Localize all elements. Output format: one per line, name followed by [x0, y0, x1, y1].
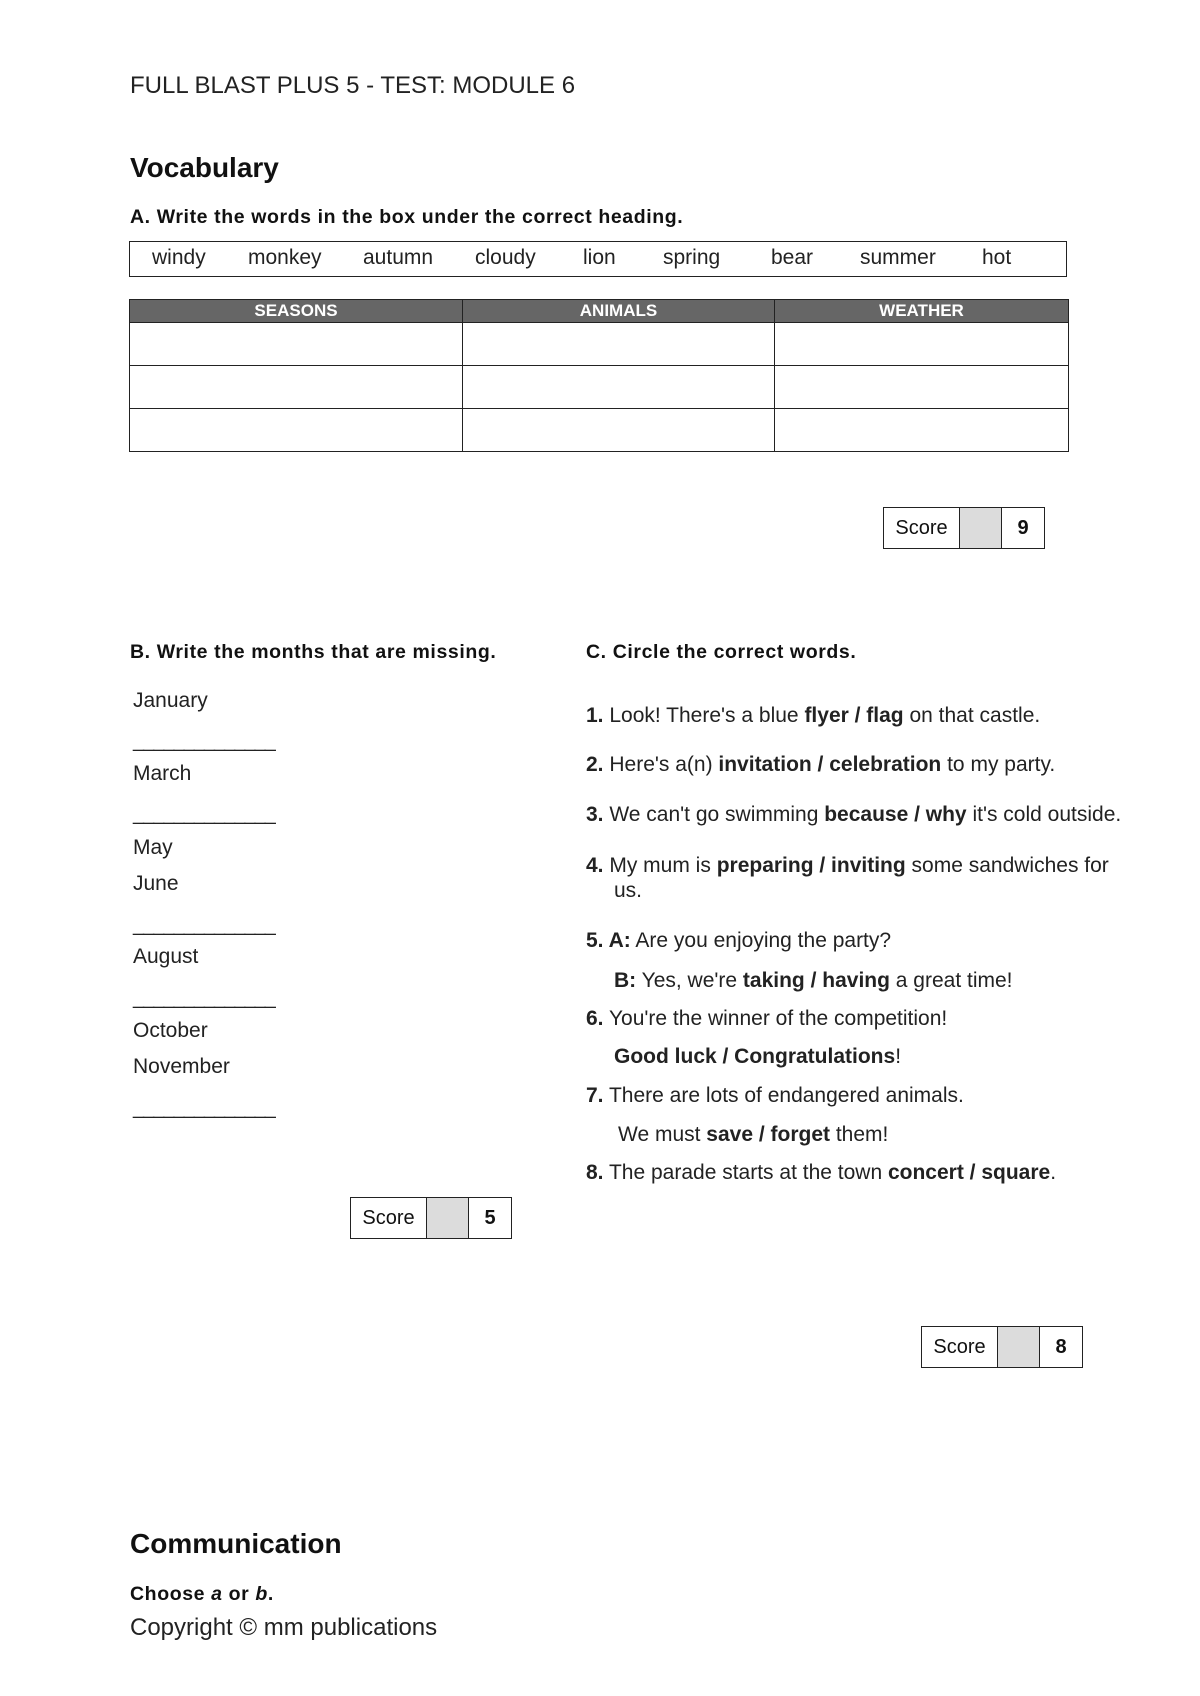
column-seasons: SEASONS [130, 300, 463, 323]
question-text: on that castle. [903, 704, 1041, 727]
question-text-continued: us. [614, 879, 643, 902]
answer-cell[interactable] [775, 409, 1069, 452]
table-row [130, 323, 1069, 366]
question-text: ! [895, 1045, 902, 1068]
word: windy [152, 246, 206, 269]
question-text: You're the winner of the competition! [603, 1007, 948, 1030]
answer-options[interactable]: save / forget [706, 1123, 831, 1146]
month-may: May [133, 836, 173, 859]
question-text: to my party. [941, 753, 1056, 776]
score-box-b [350, 1197, 512, 1239]
month-blank[interactable]: ______________ [133, 730, 275, 752]
question-5 [586, 928, 891, 953]
month-blank[interactable]: ______________ [133, 987, 275, 1009]
question-text: The parade starts at the town [603, 1161, 888, 1184]
instruction-text: . [267, 1583, 274, 1605]
answer-cell[interactable] [130, 409, 463, 452]
month-june: June [133, 872, 179, 895]
score-max: 9 [1017, 516, 1029, 539]
word: summer [860, 246, 936, 269]
score-label: Score [351, 1198, 427, 1238]
question-7 [586, 1083, 964, 1108]
answer-options[interactable]: flyer / flag [804, 704, 904, 727]
question-text: Yes, we're [636, 969, 743, 992]
answer-cell[interactable] [130, 323, 463, 366]
score-label: Score [884, 508, 960, 548]
instruction-b: B. Write the months that are missing. [130, 641, 497, 663]
question-text: We can't go swimming [603, 803, 825, 826]
question-number: 1. [586, 704, 604, 727]
copyright: Copyright © mm publications [130, 1614, 438, 1641]
column-animals: ANIMALS [463, 300, 775, 323]
answer-options[interactable]: preparing / inviting [716, 854, 906, 877]
answer-cell[interactable] [775, 323, 1069, 366]
question-number: 5. [586, 929, 604, 952]
question-8 [586, 1160, 1056, 1185]
page-header: FULL BLAST PLUS 5 - TEST: MODULE 6 [130, 72, 576, 99]
month-march: March [133, 762, 192, 785]
question-text: . [1050, 1161, 1057, 1184]
answer-options[interactable]: concert / square [887, 1161, 1051, 1184]
score-max: 5 [484, 1206, 496, 1229]
question-text: My mum is [603, 854, 717, 877]
instruction-a: A. Write the words in the box under the correct heading. [130, 206, 684, 228]
question-6-options [586, 1044, 901, 1069]
month-november: November [133, 1055, 230, 1078]
answer-cell[interactable] [130, 366, 463, 409]
word: monkey [248, 246, 322, 269]
question-text: it's cold outside. [966, 803, 1122, 826]
table-row [130, 366, 1069, 409]
word: spring [663, 246, 721, 269]
question-6 [586, 1006, 947, 1031]
speaker-a: A: [603, 929, 631, 952]
answer-cell[interactable] [463, 323, 775, 366]
question-5-b [586, 968, 1013, 993]
question-text: Look! There's a blue [603, 704, 805, 727]
month-blank[interactable]: ______________ [133, 914, 275, 936]
question-number: 8. [586, 1161, 604, 1184]
question-number: 2. [586, 753, 604, 776]
question-number: 6. [586, 1007, 604, 1030]
question-text: them! [830, 1123, 889, 1146]
question-7-options [586, 1122, 888, 1147]
question-number: 3. [586, 803, 604, 826]
month-october: October [133, 1019, 208, 1042]
month-january: January [133, 689, 208, 712]
answer-options[interactable]: Good luck / Congratulations [614, 1045, 896, 1068]
score-box-a [883, 507, 1045, 549]
question-3 [586, 802, 1121, 827]
score-input[interactable] [960, 508, 1002, 548]
instruction-c: C. Circle the correct words. [586, 641, 857, 663]
question-text: a great time! [889, 969, 1013, 992]
category-table [129, 299, 1069, 452]
question-text: some sandwiches for [905, 854, 1109, 877]
speaker-b: B: [614, 969, 637, 992]
score-input[interactable] [427, 1198, 469, 1238]
instruction-text: Choose [130, 1583, 212, 1605]
word: cloudy [475, 246, 536, 269]
answer-cell[interactable] [775, 366, 1069, 409]
option-b: b [255, 1583, 268, 1605]
score-input[interactable] [998, 1327, 1040, 1367]
answer-options[interactable]: invitation / celebration [718, 753, 942, 776]
score-max: 8 [1055, 1335, 1067, 1358]
question-4 [586, 853, 1109, 903]
question-number: 4. [586, 854, 604, 877]
question-text: Are you enjoying the party? [630, 929, 892, 952]
option-a: a [211, 1583, 223, 1605]
answer-cell[interactable] [463, 366, 775, 409]
score-box-c [921, 1326, 1083, 1368]
score-label: Score [922, 1327, 998, 1367]
question-text: Here's a(n) [603, 753, 719, 776]
word: autumn [363, 246, 434, 269]
month-blank[interactable]: ______________ [133, 803, 275, 825]
communication-title: Communication [130, 1528, 342, 1559]
vocabulary-title: Vocabulary [130, 152, 279, 183]
word: hot [982, 246, 1012, 269]
question-1 [586, 703, 1040, 728]
answer-options[interactable]: because / why [824, 803, 967, 826]
question-number: 7. [586, 1084, 604, 1107]
communication-instruction [130, 1583, 274, 1606]
instruction-text: or [222, 1583, 256, 1605]
question-2 [586, 752, 1055, 777]
word-box [129, 241, 1067, 277]
question-text: We must [618, 1123, 707, 1146]
word: lion [583, 246, 616, 269]
answer-options[interactable]: taking / having [742, 969, 890, 992]
question-text: There are lots of endangered animals. [603, 1084, 964, 1107]
answer-cell[interactable] [463, 409, 775, 452]
table-row [130, 409, 1069, 452]
word: bear [771, 246, 814, 269]
column-weather: WEATHER [775, 300, 1069, 323]
month-blank[interactable]: ______________ [133, 1097, 275, 1119]
month-august: August [133, 945, 199, 968]
